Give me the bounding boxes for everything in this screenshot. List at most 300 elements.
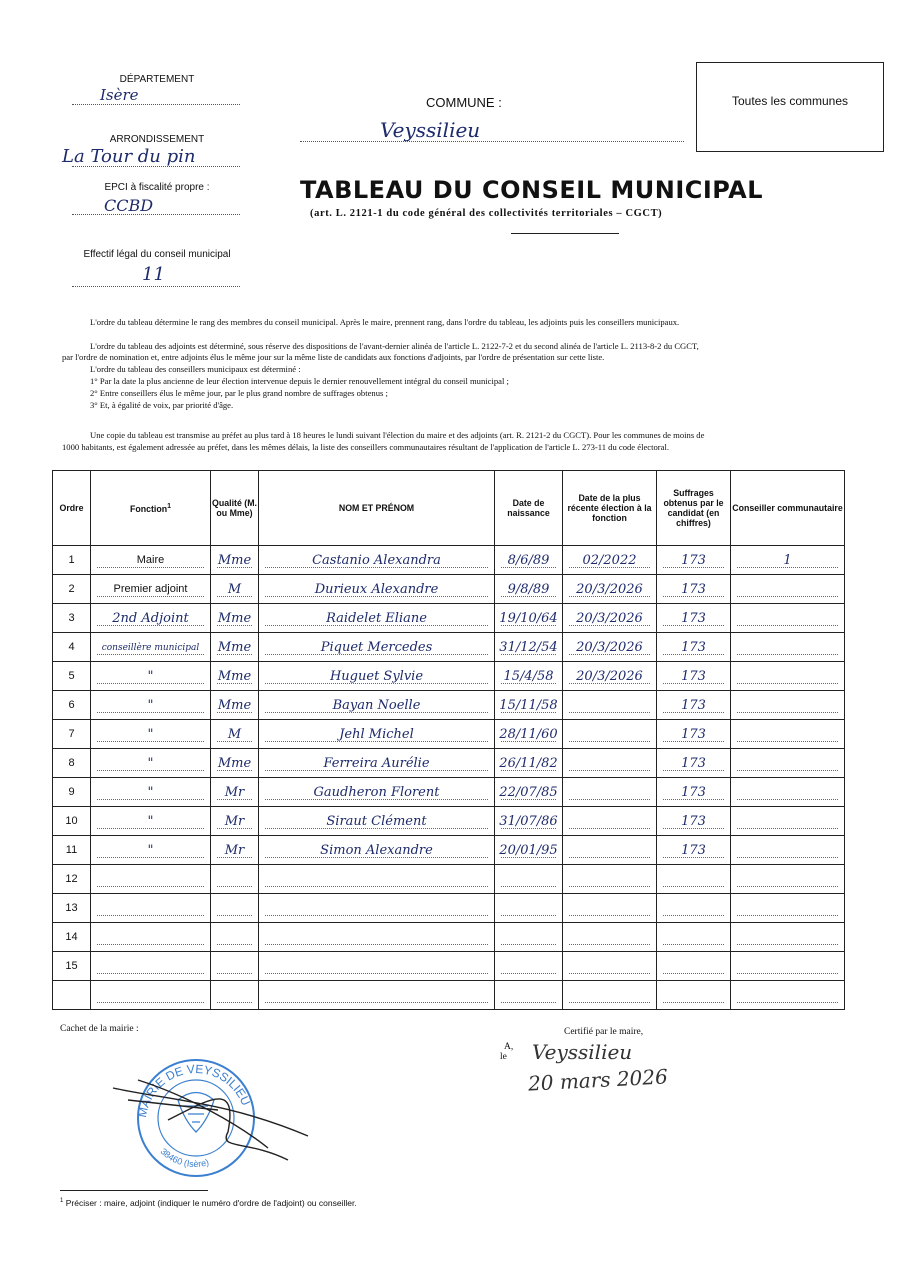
cell-value-naissance: 31/07/86 bbox=[499, 813, 558, 829]
cell-nom bbox=[259, 894, 495, 923]
cell-fonction bbox=[91, 604, 211, 633]
cell-value-ordre: 11 bbox=[65, 844, 78, 856]
cell-value-fonction: 2nd Adjoint bbox=[112, 610, 189, 626]
dotted-line bbox=[501, 915, 556, 916]
mairie-stamp bbox=[108, 1040, 318, 1180]
cell-suffrages bbox=[657, 546, 731, 575]
cell-ordre bbox=[53, 923, 91, 952]
cell-value-ordre: 6 bbox=[68, 699, 75, 711]
cell-value-election: 20/3/2026 bbox=[576, 581, 643, 597]
dotted-line bbox=[737, 1002, 838, 1003]
cell-communautaire bbox=[731, 546, 845, 575]
cell-value-nom: Bayan Noelle bbox=[332, 697, 421, 713]
cell-value-suffrages: 173 bbox=[681, 697, 706, 713]
cell-qualite bbox=[211, 865, 259, 894]
cell-qualite bbox=[211, 923, 259, 952]
dotted-line bbox=[569, 886, 650, 887]
dotted-line bbox=[569, 712, 650, 713]
intro-paragraph-4a: Une copie du tableau est transmise au préfet au plus tard à 18 heures le lundi suivant l'élection du maire et des adjoints (art. R. 2121-2 du CGCT). Pour les communes de moins de bbox=[90, 430, 705, 440]
dotted-line bbox=[737, 770, 838, 771]
cell-ordre bbox=[53, 575, 91, 604]
cell-ordre bbox=[53, 894, 91, 923]
cell-communautaire bbox=[731, 981, 845, 1010]
cell-naissance bbox=[495, 778, 563, 807]
cell-suffrages bbox=[657, 865, 731, 894]
footnote bbox=[60, 1198, 357, 1208]
header-communautaire: Conseiller communautaire bbox=[731, 471, 845, 546]
dotted-line bbox=[737, 944, 838, 945]
rule-1: 1° Par la date la plus ancienne de leur élection intervenue depuis le dernier renouvellement intégral du conseil municipal ; bbox=[90, 376, 509, 386]
cell-value-suffrages: 173 bbox=[681, 668, 706, 684]
cell-value-ordre: 12 bbox=[65, 873, 78, 885]
cell-value-nom: Ferreira Aurélie bbox=[323, 755, 430, 771]
cell-value-qualite: Mme bbox=[217, 755, 252, 771]
cell-ordre bbox=[53, 952, 91, 981]
intro-paragraph-2a: L'ordre du tableau des adjoints est déterminé, sous réserve des dispositions de l'avant-dernier alinéa de l'article L. 2122-7-2 et du second alinéa de l'article L. 2113-8-2 du CGCT, bbox=[90, 341, 699, 351]
dotted-line bbox=[97, 973, 204, 974]
cell-suffrages bbox=[657, 952, 731, 981]
intro-paragraph-2b: par l'ordre de nomination et, entre adjoints élus le même jour sur la même liste de candidats aux fonctions d'adjoints, par l'ordre de présentation sur cette liste. bbox=[62, 352, 605, 362]
cell-naissance bbox=[495, 633, 563, 662]
stamp-top-text bbox=[135, 1062, 253, 1119]
cell-value-qualite: M bbox=[227, 581, 242, 597]
effectif-label: Effectif légal du conseil municipal bbox=[83, 249, 231, 260]
cell-communautaire bbox=[731, 778, 845, 807]
cell-election bbox=[563, 778, 657, 807]
cell-communautaire bbox=[731, 749, 845, 778]
cell-nom bbox=[259, 807, 495, 836]
cell-ordre bbox=[53, 662, 91, 691]
footnote-rule bbox=[60, 1190, 208, 1191]
cell-suffrages bbox=[657, 633, 731, 662]
dotted-line bbox=[737, 712, 838, 713]
table-row bbox=[53, 894, 845, 923]
cell-suffrages bbox=[657, 981, 731, 1010]
dotted-line bbox=[663, 973, 724, 974]
cell-election bbox=[563, 923, 657, 952]
cell-fonction bbox=[91, 836, 211, 865]
dotted-line bbox=[217, 886, 252, 887]
dotted-line bbox=[737, 886, 838, 887]
rule-3: 3° Et, à égalité de voix, par priorité d'âge. bbox=[90, 400, 234, 410]
header-fonction bbox=[91, 471, 211, 546]
cell-election bbox=[563, 633, 657, 662]
cell-communautaire bbox=[731, 923, 845, 952]
table-row bbox=[53, 923, 845, 952]
cell-value-naissance: 9/8/89 bbox=[507, 581, 550, 597]
cell-naissance bbox=[495, 604, 563, 633]
cell-fonction bbox=[91, 865, 211, 894]
intro-paragraph-4b: 1000 habitants, est également adressée au préfet, dans les mêmes délais, la liste des conseillers communautaires résultant de l'application de l'article L. 273-11 du code électoral. bbox=[62, 442, 669, 452]
table-row bbox=[53, 604, 845, 633]
dotted-line bbox=[737, 857, 838, 858]
cell-qualite bbox=[211, 546, 259, 575]
cell-value-qualite: Mme bbox=[217, 639, 252, 655]
cell-ordre bbox=[53, 865, 91, 894]
dotted-line bbox=[501, 973, 556, 974]
cell-value-naissance: 15/11/58 bbox=[499, 697, 558, 713]
cell-fonction bbox=[91, 778, 211, 807]
dotted-line bbox=[217, 973, 252, 974]
dotted-line bbox=[663, 1002, 724, 1003]
cell-value-nom: Jehl Michel bbox=[339, 726, 414, 742]
cell-value-naissance: 31/12/54 bbox=[499, 639, 558, 655]
dotted-line bbox=[97, 944, 204, 945]
cell-value-ordre: 2 bbox=[68, 583, 75, 595]
cell-value-qualite: Mme bbox=[217, 697, 252, 713]
cell-naissance bbox=[495, 807, 563, 836]
dotted-line bbox=[97, 915, 204, 916]
cell-value-nom: Raidelet Eliane bbox=[326, 610, 427, 626]
cell-fonction bbox=[91, 981, 211, 1010]
epci-label: EPCI à fiscalité propre : bbox=[104, 182, 210, 193]
cell-naissance bbox=[495, 894, 563, 923]
cell-suffrages bbox=[657, 836, 731, 865]
cell-value-fonction: " bbox=[147, 726, 154, 742]
dotted-line bbox=[737, 683, 838, 684]
departement-label: DÉPARTEMENT bbox=[119, 74, 195, 85]
cell-nom bbox=[259, 691, 495, 720]
cell-value-ordre: 1 bbox=[68, 554, 75, 566]
cell-nom bbox=[259, 633, 495, 662]
cell-value-naissance: 15/4/58 bbox=[503, 668, 554, 684]
cell-fonction bbox=[91, 575, 211, 604]
cachet-label: Cachet de la mairie : bbox=[60, 1024, 139, 1034]
cell-value-suffrages: 173 bbox=[681, 726, 706, 742]
table-row bbox=[53, 575, 845, 604]
conseil-table bbox=[52, 470, 845, 1010]
cell-value-qualite: Mme bbox=[217, 668, 252, 684]
cell-qualite bbox=[211, 749, 259, 778]
footnote-sup: 1 bbox=[60, 1198, 64, 1205]
intro-paragraph-1: L'ordre du tableau détermine le rang des membres du conseil municipal. Après le maire, prennent rang, dans l'ordre du tableau, les adjoints puis les conseillers municipaux. bbox=[90, 317, 680, 327]
dotted-line bbox=[663, 915, 724, 916]
cell-communautaire bbox=[731, 575, 845, 604]
cell-ordre bbox=[53, 546, 91, 575]
cell-ordre bbox=[53, 633, 91, 662]
dotted-line bbox=[97, 1002, 204, 1003]
cell-value-suffrages: 173 bbox=[681, 581, 706, 597]
cell-qualite bbox=[211, 836, 259, 865]
cell-value-qualite: Mme bbox=[217, 610, 252, 626]
cell-nom bbox=[259, 952, 495, 981]
a-label: A, bbox=[504, 1042, 514, 1052]
dotted-line bbox=[501, 886, 556, 887]
dotted-line bbox=[569, 741, 650, 742]
cell-value-qualite: M bbox=[227, 726, 242, 742]
cell-value-ordre: 5 bbox=[68, 670, 75, 682]
table-row bbox=[53, 546, 845, 575]
table-row bbox=[53, 720, 845, 749]
cell-value-nom: Simon Alexandre bbox=[320, 842, 433, 858]
cell-communautaire bbox=[731, 952, 845, 981]
cell-qualite bbox=[211, 575, 259, 604]
intro-paragraph-3: L'ordre du tableau des conseillers municipaux est déterminé : bbox=[90, 364, 301, 374]
cell-value-suffrages: 173 bbox=[681, 784, 706, 800]
certifie-label: Certifié par le maire, bbox=[564, 1027, 644, 1037]
cell-value-ordre: 7 bbox=[68, 728, 75, 740]
cell-communautaire bbox=[731, 894, 845, 923]
cell-value-election: 20/3/2026 bbox=[576, 639, 643, 655]
cell-fonction bbox=[91, 894, 211, 923]
cell-qualite bbox=[211, 778, 259, 807]
table-row bbox=[53, 749, 845, 778]
signature-place: Veyssilieu bbox=[532, 1040, 633, 1064]
cell-communautaire bbox=[731, 865, 845, 894]
cell-suffrages bbox=[657, 691, 731, 720]
cell-value-nom: Piquet Mercedes bbox=[320, 639, 433, 655]
cell-ordre bbox=[53, 604, 91, 633]
table-row bbox=[53, 633, 845, 662]
cell-qualite bbox=[211, 691, 259, 720]
cell-value-fonction: " bbox=[147, 668, 154, 684]
dotted-line bbox=[569, 857, 650, 858]
header-naissance: Date de naissance bbox=[495, 471, 563, 546]
dotted-line bbox=[97, 654, 204, 655]
arrondissement-value: La Tour du pin bbox=[62, 146, 196, 167]
cell-election bbox=[563, 952, 657, 981]
dotted-line bbox=[217, 944, 252, 945]
cell-value-ordre: 10 bbox=[65, 815, 78, 827]
cell-suffrages bbox=[657, 778, 731, 807]
communes-box-text: Toutes les communes bbox=[731, 94, 849, 108]
table-row bbox=[53, 952, 845, 981]
cell-election bbox=[563, 749, 657, 778]
rule-2: 2° Entre conseillers élus le même jour, par le plus grand nombre de suffrages obtenus ; bbox=[90, 388, 388, 398]
cell-nom bbox=[259, 865, 495, 894]
cell-ordre bbox=[53, 807, 91, 836]
cell-fonction bbox=[91, 720, 211, 749]
cell-value-election: 02/2022 bbox=[582, 552, 637, 568]
cell-value-ordre: 9 bbox=[68, 786, 75, 798]
cell-qualite bbox=[211, 952, 259, 981]
dotted-line bbox=[97, 567, 204, 568]
cell-fonction bbox=[91, 662, 211, 691]
cell-value-naissance: 22/07/85 bbox=[499, 784, 558, 800]
signature-scribble-icon bbox=[113, 1080, 308, 1160]
cell-value-nom: Castanio Alexandra bbox=[312, 552, 441, 568]
cell-nom bbox=[259, 836, 495, 865]
cell-value-communautaire: 1 bbox=[783, 552, 792, 568]
cell-nom bbox=[259, 662, 495, 691]
table-row bbox=[53, 865, 845, 894]
cell-naissance bbox=[495, 836, 563, 865]
cell-value-fonction: Premier adjoint bbox=[113, 583, 188, 595]
cell-naissance bbox=[495, 865, 563, 894]
cell-value-nom: Gaudheron Florent bbox=[313, 784, 440, 800]
cell-nom bbox=[259, 575, 495, 604]
cell-fonction bbox=[91, 749, 211, 778]
cell-value-naissance: 26/11/82 bbox=[499, 755, 558, 771]
cell-value-qualite: Mr bbox=[224, 842, 245, 858]
dotted-line bbox=[97, 886, 204, 887]
communes-box bbox=[696, 62, 884, 152]
dotted-line bbox=[97, 596, 204, 597]
cell-value-fonction: " bbox=[147, 697, 154, 713]
cell-value-nom: Siraut Clément bbox=[326, 813, 427, 829]
dotted-line bbox=[737, 828, 838, 829]
cell-communautaire bbox=[731, 633, 845, 662]
cell-value-election: 20/3/2026 bbox=[576, 668, 643, 684]
cell-fonction bbox=[91, 546, 211, 575]
arrondissement-label: ARRONDISSEMENT bbox=[109, 134, 205, 145]
departement-line bbox=[72, 104, 240, 105]
cell-communautaire bbox=[731, 807, 845, 836]
cell-naissance bbox=[495, 720, 563, 749]
cell-value-ordre: 4 bbox=[68, 641, 75, 653]
table-body bbox=[53, 546, 845, 1010]
cell-naissance bbox=[495, 691, 563, 720]
cell-nom bbox=[259, 749, 495, 778]
dotted-line bbox=[737, 596, 838, 597]
dotted-line bbox=[737, 915, 838, 916]
cell-communautaire bbox=[731, 662, 845, 691]
cell-election bbox=[563, 836, 657, 865]
header-ordre: Ordre bbox=[53, 471, 91, 546]
header-fonction-sup: 1 bbox=[167, 503, 172, 511]
le-label: le bbox=[500, 1052, 507, 1062]
cell-election bbox=[563, 720, 657, 749]
cell-value-fonction: " bbox=[147, 813, 154, 829]
cell-ordre bbox=[53, 778, 91, 807]
cell-election bbox=[563, 604, 657, 633]
cell-value-qualite: Mr bbox=[224, 813, 245, 829]
cell-qualite bbox=[211, 894, 259, 923]
table-header-row bbox=[53, 471, 845, 546]
cell-value-fonction: " bbox=[147, 755, 154, 771]
cell-nom bbox=[259, 720, 495, 749]
cell-suffrages bbox=[657, 807, 731, 836]
cell-value-election: 20/3/2026 bbox=[576, 610, 643, 626]
cell-qualite bbox=[211, 981, 259, 1010]
header-qualite: Qualité (M. ou Mme) bbox=[211, 471, 259, 546]
table-row bbox=[53, 778, 845, 807]
cell-fonction bbox=[91, 952, 211, 981]
commune-line bbox=[300, 141, 684, 142]
cell-naissance bbox=[495, 952, 563, 981]
cell-value-fonction: Maire bbox=[136, 554, 165, 566]
dotted-line bbox=[217, 915, 252, 916]
cell-value-nom: Durieux Alexandre bbox=[314, 581, 439, 597]
cell-value-suffrages: 173 bbox=[681, 755, 706, 771]
cell-suffrages bbox=[657, 923, 731, 952]
stamp-bottom-text bbox=[159, 1146, 210, 1169]
cell-value-ordre: 14 bbox=[65, 931, 78, 943]
cell-suffrages bbox=[657, 749, 731, 778]
cell-qualite bbox=[211, 633, 259, 662]
dotted-line bbox=[663, 944, 724, 945]
cell-election bbox=[563, 865, 657, 894]
cell-ordre bbox=[53, 720, 91, 749]
cell-election bbox=[563, 691, 657, 720]
cell-value-naissance: 28/11/60 bbox=[499, 726, 558, 742]
cell-value-ordre: 13 bbox=[65, 902, 78, 914]
cell-election bbox=[563, 546, 657, 575]
cell-naissance bbox=[495, 981, 563, 1010]
header-nom: NOM ET PRÉNOM bbox=[259, 471, 495, 546]
cell-communautaire bbox=[731, 691, 845, 720]
cell-fonction bbox=[91, 807, 211, 836]
dotted-line bbox=[737, 741, 838, 742]
footnote-text: Préciser : maire, adjoint (indiquer le numéro d'ordre de l'adjoint) ou conseiller. bbox=[65, 1198, 357, 1208]
dotted-line bbox=[663, 886, 724, 887]
dotted-line bbox=[501, 944, 556, 945]
cell-ordre bbox=[53, 981, 91, 1010]
dotted-line bbox=[569, 973, 650, 974]
cell-nom bbox=[259, 546, 495, 575]
cell-value-fonction: " bbox=[147, 842, 154, 858]
cell-value-ordre: 15 bbox=[65, 960, 78, 972]
header-suffrages: Suffrages obtenus par le candidat (en chiffres) bbox=[657, 471, 731, 546]
cell-fonction bbox=[91, 691, 211, 720]
cell-value-fonction: " bbox=[147, 784, 154, 800]
cell-suffrages bbox=[657, 604, 731, 633]
dotted-line bbox=[265, 944, 488, 945]
cell-communautaire bbox=[731, 604, 845, 633]
cell-value-suffrages: 173 bbox=[681, 639, 706, 655]
page-subtitle: (art. L. 2121-1 du code général des collectivités territoriales – CGCT) bbox=[310, 208, 663, 219]
cell-value-ordre: 3 bbox=[68, 612, 75, 624]
cell-qualite bbox=[211, 807, 259, 836]
cell-value-naissance: 8/6/89 bbox=[507, 552, 550, 568]
dotted-line bbox=[737, 625, 838, 626]
cell-value-nom: Huguet Sylvie bbox=[329, 668, 424, 684]
header-fonction-label: Fonction bbox=[129, 503, 168, 514]
dotted-line bbox=[569, 770, 650, 771]
cell-suffrages bbox=[657, 720, 731, 749]
dotted-line bbox=[265, 915, 488, 916]
cell-ordre bbox=[53, 836, 91, 865]
table-row bbox=[53, 807, 845, 836]
cell-value-suffrages: 173 bbox=[681, 842, 706, 858]
stamp-bottom-path: 38460 (Isère) bbox=[158, 1146, 210, 1170]
cell-suffrages bbox=[657, 575, 731, 604]
table-row bbox=[53, 836, 845, 865]
cell-value-ordre: 8 bbox=[68, 757, 75, 769]
dotted-line bbox=[265, 886, 488, 887]
table-row bbox=[53, 662, 845, 691]
dotted-line bbox=[569, 828, 650, 829]
epci-value: CCBD bbox=[104, 196, 154, 215]
effectif-value: 11 bbox=[142, 264, 165, 285]
dotted-line bbox=[569, 1002, 650, 1003]
dotted-line bbox=[569, 944, 650, 945]
table-row bbox=[53, 691, 845, 720]
cell-naissance bbox=[495, 546, 563, 575]
dotted-line bbox=[265, 973, 488, 974]
cell-communautaire bbox=[731, 836, 845, 865]
table-row bbox=[53, 981, 845, 1010]
dotted-line bbox=[737, 799, 838, 800]
cell-nom bbox=[259, 604, 495, 633]
cell-suffrages bbox=[657, 662, 731, 691]
epci-line bbox=[72, 214, 240, 215]
dotted-line bbox=[737, 654, 838, 655]
dotted-line bbox=[265, 1002, 488, 1003]
cell-fonction bbox=[91, 633, 211, 662]
dotted-line bbox=[501, 1002, 556, 1003]
cell-election bbox=[563, 807, 657, 836]
cell-election bbox=[563, 662, 657, 691]
cell-naissance bbox=[495, 662, 563, 691]
commune-label: COMMUNE : bbox=[426, 95, 502, 110]
page-title: TABLEAU DU CONSEIL MUNICIPAL bbox=[300, 176, 764, 204]
dotted-line bbox=[217, 1002, 252, 1003]
cell-qualite bbox=[211, 720, 259, 749]
cell-qualite bbox=[211, 662, 259, 691]
cell-naissance bbox=[495, 923, 563, 952]
cell-ordre bbox=[53, 749, 91, 778]
